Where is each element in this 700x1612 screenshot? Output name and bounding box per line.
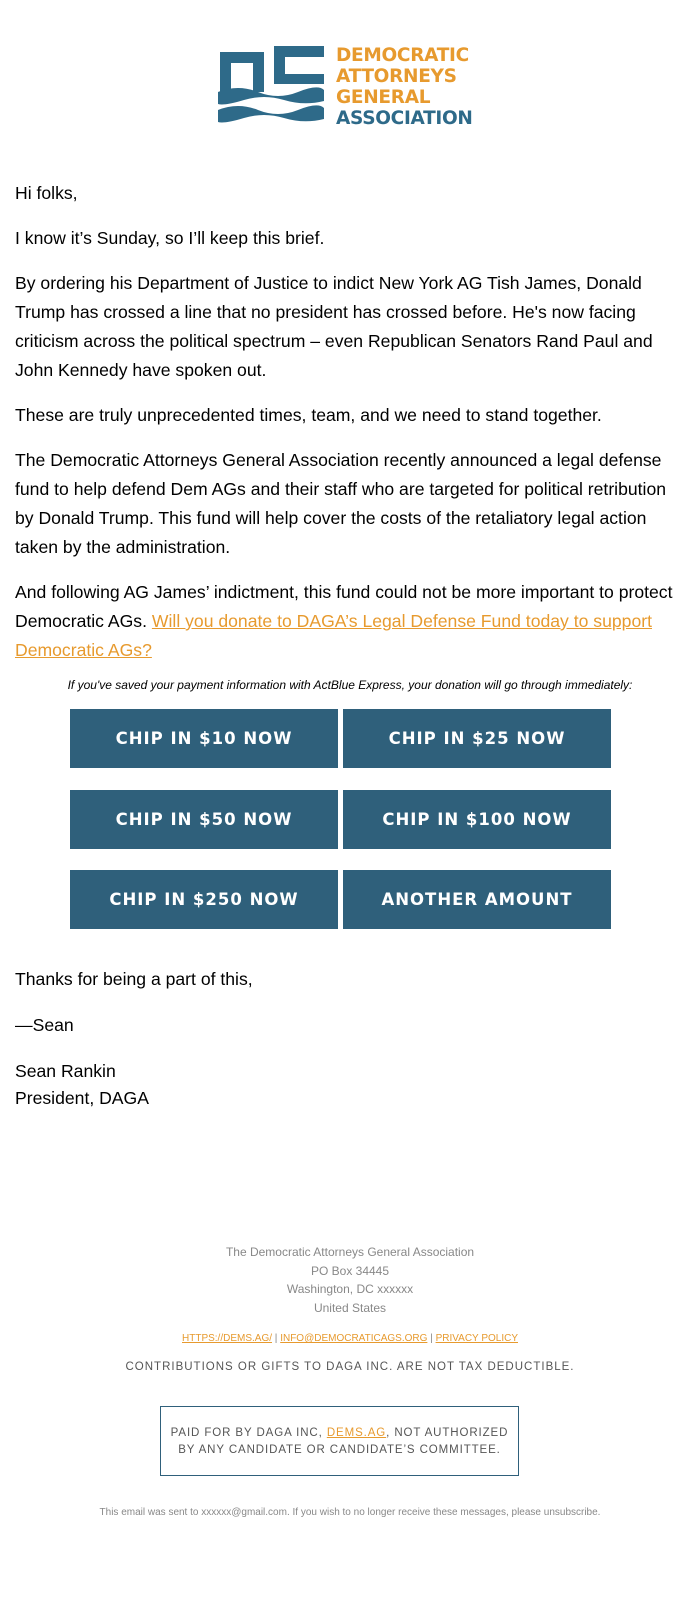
footer-links	[0, 1333, 700, 1344]
daga-logo-mark-icon	[218, 44, 326, 130]
footer-city: Washington, DC xxxxxx	[286, 1282, 414, 1297]
paid-for-disclaimer	[160, 1406, 519, 1476]
footer-site-link[interactable]: HTTPS://DEMS.AG/	[182, 1333, 273, 1344]
chip-in-100-button[interactable]: CHIP IN $100 NOW	[343, 790, 611, 849]
footer-privacy-link[interactable]: PRIVACY POLICY	[435, 1333, 518, 1344]
footer-org: The Democratic Attorneys General Association	[225, 1245, 475, 1259]
paid-for-link[interactable]: DEMS.AG	[326, 1427, 387, 1439]
footer-country: United States	[313, 1300, 387, 1315]
chip-in-10-button[interactable]: CHIP IN $10 NOW	[70, 709, 338, 768]
paragraph-1: I know it’s Sunday, so I’ll keep this brief.	[15, 228, 325, 248]
closing-signoff: —Sean	[15, 1015, 74, 1035]
email-body	[15, 179, 675, 681]
logo-line-attorneys: ATTORNEYS	[336, 66, 457, 87]
logo-line-association: ASSOCIATION	[336, 108, 473, 129]
paid-for-suffix: , NOT AUTHORIZED	[386, 1427, 509, 1439]
footer-separator: |	[274, 1333, 278, 1344]
paid-for-line-1	[161, 1425, 518, 1442]
logo-line-democratic: DEMOCRATIC	[336, 45, 469, 66]
paid-for-prefix: PAID FOR BY DAGA INC,	[170, 1427, 327, 1439]
unsubscribe-notice[interactable]: This email was sent to xxxxxx@gmail.com. If you wish to no longer receive these messages, please unsubscribe.	[99, 1507, 601, 1518]
footer-address	[0, 1243, 700, 1317]
footer-pobox: PO Box 34445	[310, 1263, 390, 1278]
daga-logo	[218, 44, 473, 130]
signer-name: Sean Rankin	[15, 1061, 116, 1081]
actblue-note: If you've saved your payment information with ActBlue Express, your donation will go through immediately:	[67, 678, 633, 692]
chip-in-250-button[interactable]: CHIP IN $250 NOW	[70, 870, 338, 929]
footer-separator: |	[430, 1333, 433, 1344]
tax-disclaimer: CONTRIBUTIONS OR GIFTS TO DAGA INC. ARE NOT TAX DEDUCTIBLE.	[125, 1361, 575, 1373]
paragraph-3: These are truly unprecedented times, team, and we need to stand together.	[15, 405, 602, 425]
chip-in-25-button[interactable]: CHIP IN $25 NOW	[343, 709, 611, 768]
paragraph-2: By ordering his Department of Justice to indict New York AG Tish James, Donald Trump has crossed a line that no president has crossed before. He's now facing criticism across the political spectrum – even Republican Senators Rand Paul and John Kennedy have spoken out.	[15, 273, 653, 380]
paragraph-5-text: And following AG James’ indictment, this fund could not be more important to protect Democratic AGs.	[15, 582, 673, 631]
another-amount-button[interactable]: ANOTHER AMOUNT	[343, 870, 611, 929]
signer-title: President, DAGA	[15, 1088, 149, 1108]
paid-for-line-2: BY ANY CANDIDATE OR CANDIDATE’S COMMITTEE.	[178, 1444, 501, 1456]
paragraph-4: The Democratic Attorneys General Association recently announced a legal defense fund to help defend Dem AGs and their staff who are targeted for political retribution by Donald Trump. This fund will help cover the costs of the retaliatory legal action taken by the administration.	[15, 450, 667, 557]
donate-link[interactable]: Will you donate to DAGA’s Legal Defense Fund today to support Democratic AGs?	[15, 611, 652, 660]
chip-in-50-button[interactable]: CHIP IN $50 NOW	[70, 790, 338, 849]
paragraph-5	[15, 578, 675, 665]
footer-email-link[interactable]: INFO@DEMOCRATICAGS.ORG	[280, 1333, 428, 1344]
logo-wordmark	[336, 45, 473, 129]
greeting: Hi folks,	[15, 183, 78, 203]
logo-line-general: GENERAL	[336, 87, 431, 108]
closing-thanks: Thanks for being a part of this,	[15, 969, 253, 989]
